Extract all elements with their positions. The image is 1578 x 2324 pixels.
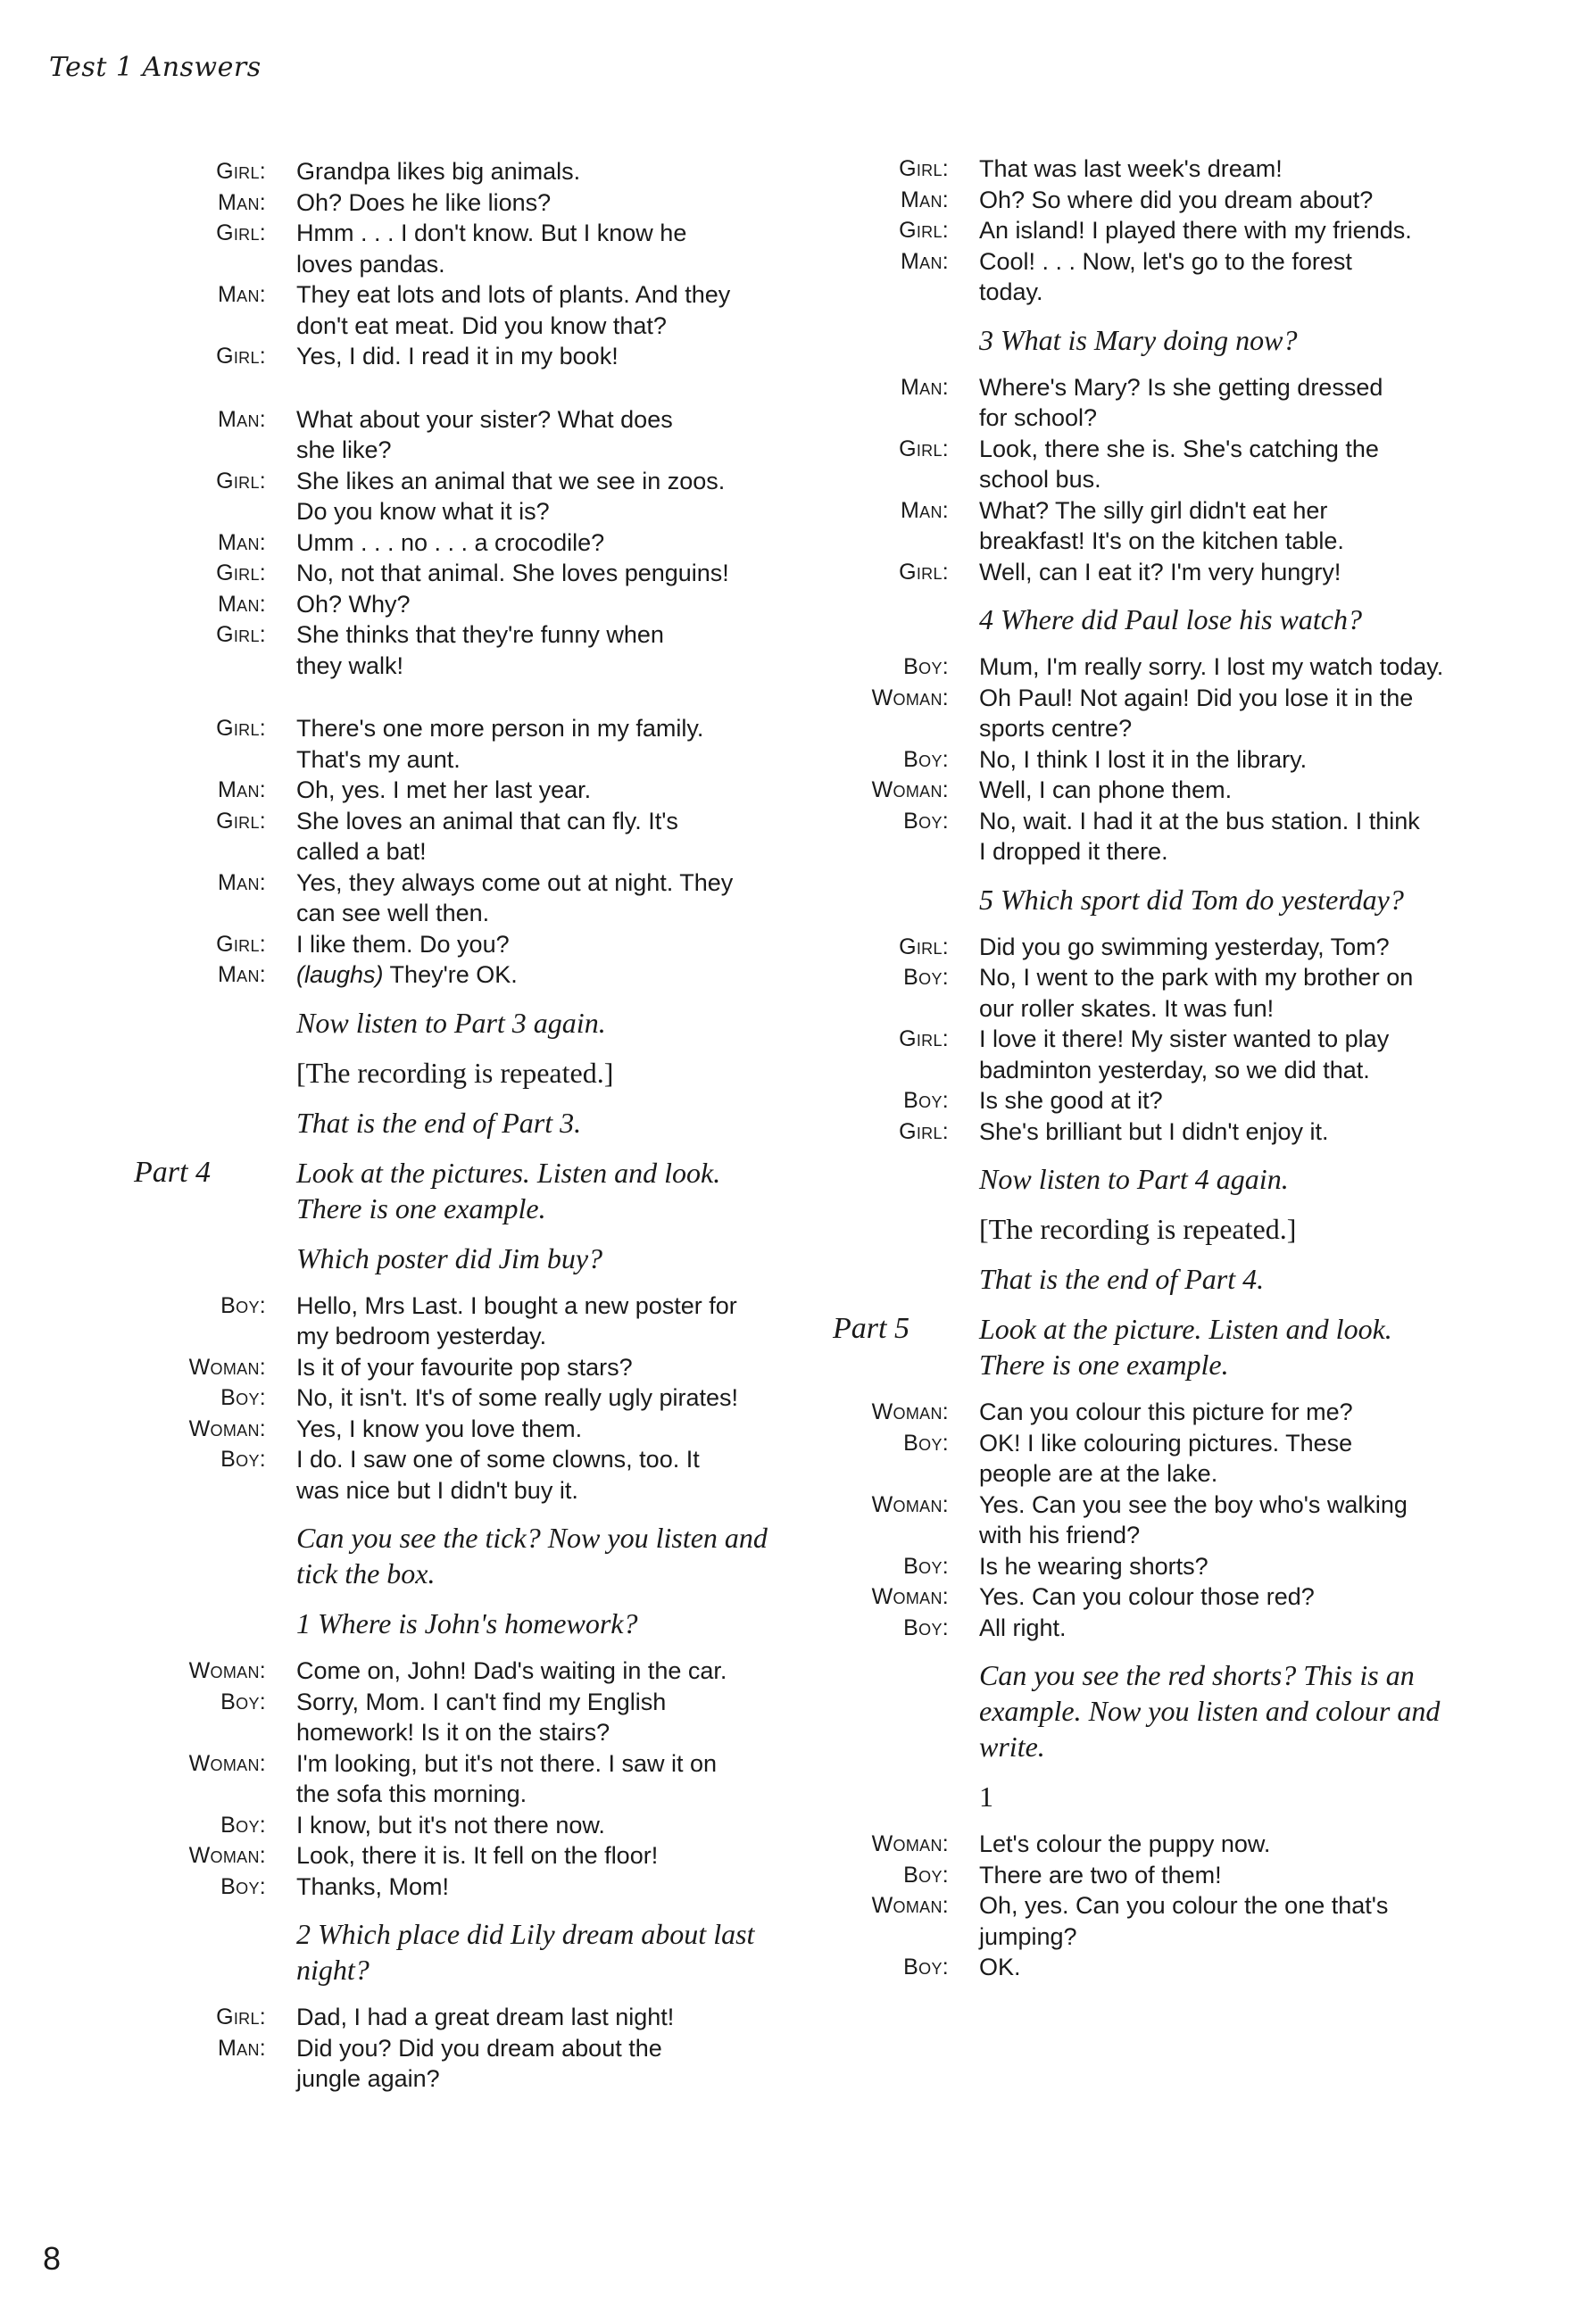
dialogue-line — [861, 652, 1477, 683]
dialogue-line — [861, 744, 1477, 776]
dialogue-line — [861, 683, 1477, 714]
speaker-label: Woman: — [871, 1491, 949, 1517]
speech-text: Oh? So where did you dream about? — [979, 186, 1374, 213]
instruction-text: 3 What is Mary doing now? — [979, 323, 1298, 356]
speaker-label: Man: — [218, 962, 266, 987]
dialogue-line — [179, 619, 785, 651]
dialogue-line — [179, 2063, 785, 2095]
speaker-label: Woman: — [871, 1399, 949, 1424]
instruction-text: Now listen to Part 3 again. — [296, 1006, 606, 1039]
speech-text: I'm looking, but it's not there. I saw it on — [296, 1749, 718, 1777]
speech-text: homework! Is it on the stairs? — [296, 1719, 610, 1746]
part-heading — [134, 1155, 785, 1226]
speech-text: No, I think I lost it in the library. — [979, 745, 1308, 773]
dialogue-line — [179, 2033, 785, 2064]
part-instructions — [979, 1311, 1477, 1382]
dialogue-line — [861, 1860, 1477, 1891]
speech-text: Can you colour this picture for me? — [979, 1399, 1353, 1425]
speaker-label: Girl: — [216, 159, 266, 184]
speech-text: was nice but I didn't buy it. — [296, 1476, 578, 1504]
dialogue-line — [861, 1613, 1477, 1644]
dialogue-line — [179, 1291, 785, 1322]
dialogue-line — [179, 651, 785, 682]
dialogue-line — [861, 1520, 1477, 1551]
dialogue-line — [179, 1656, 785, 1687]
dialogue-line — [861, 277, 1477, 308]
instruction-line: There is one example. — [979, 1349, 1229, 1381]
dialogue-line — [179, 1840, 785, 1872]
speaker-label: Man: — [901, 374, 949, 400]
instruction-line: Look at the picture. Listen and look. — [979, 1313, 1392, 1345]
speech-text: for school? — [979, 404, 1098, 431]
page-number: 8 — [43, 2240, 62, 2277]
dialogue-line — [861, 154, 1477, 185]
instruction-line: Look at the pictures. Listen and look. — [296, 1156, 721, 1189]
speaker-label: Boy: — [903, 1614, 949, 1640]
speech-text: Oh, yes. I met her last year. — [296, 776, 592, 803]
speech-text: our roller skates. It was fun! — [979, 994, 1275, 1022]
speaker-label: Girl: — [216, 468, 266, 494]
speech-text: people are at the lake. — [979, 1460, 1218, 1487]
part-instructions — [296, 1155, 785, 1226]
speech-text: That was last week's dream! — [979, 155, 1283, 182]
speech-text: Is she good at it? — [979, 1087, 1163, 1114]
speech-text: the sofa this morning. — [296, 1780, 527, 1807]
speaker-label: Woman: — [188, 1415, 266, 1441]
speech-text: I love it there! My sister wanted to play — [979, 1025, 1390, 1052]
speaker-label: Woman: — [871, 1831, 949, 1856]
speech-text: There's one more person in my family. — [296, 715, 704, 742]
speaker-label: Man: — [218, 2035, 266, 2061]
dialogue-line — [179, 1414, 785, 1445]
dialogue-line — [861, 962, 1477, 993]
speech-text: An island! I played there with my friends. — [979, 217, 1412, 244]
speech-text: All right. — [979, 1614, 1067, 1641]
dialogue-line — [179, 744, 785, 776]
speech-text: Look, there it is. It fell on the floor! — [296, 1842, 659, 1869]
dialogue-line — [861, 403, 1477, 434]
dialogue-line — [861, 1397, 1477, 1428]
speech-text: I do. I saw one of some clowns, too. It — [296, 1446, 700, 1473]
speech-text: I know, but it's not there now. — [296, 1811, 605, 1838]
speech-text: Did you go swimming yesterday, Tom? — [979, 933, 1390, 960]
spacer — [179, 681, 785, 713]
speaker-label: Boy: — [903, 746, 949, 772]
speaker-label: Man: — [901, 497, 949, 523]
dialogue-line — [861, 1890, 1477, 1921]
part-label: Part 5 — [833, 1312, 909, 1345]
dialogue-line — [861, 836, 1477, 867]
running-head: Test 1 Answers — [49, 52, 262, 83]
speaker-label: Boy: — [903, 654, 949, 679]
speaker-label: Girl: — [899, 1026, 949, 1051]
dialogue-line — [179, 713, 785, 744]
dialogue-line — [861, 372, 1477, 403]
speech-text: That's my aunt. — [296, 745, 461, 773]
dialogue-line — [179, 1687, 785, 1718]
dialogue-line — [179, 929, 785, 960]
instruction-text: 4 Where did Paul lose his watch? — [979, 603, 1362, 635]
speaker-label: Girl: — [899, 559, 949, 585]
dialogue-line — [179, 1321, 785, 1352]
spacer — [179, 372, 785, 404]
dialogue-line — [861, 1428, 1477, 1459]
dialogue-line — [179, 1872, 785, 1903]
instruction-text: Can you see the tick? Now you listen and tick the box. — [296, 1522, 768, 1589]
speaker-label: Boy: — [903, 965, 949, 990]
dialogue-line — [861, 806, 1477, 837]
speech-text: Hmm . . . I don't know. But I know he — [296, 220, 687, 246]
dialogue-line — [179, 341, 785, 372]
speech-text: Hello, Mrs Last. I bought a new poster for — [296, 1291, 737, 1319]
speech-text: Grandpa likes big animals. — [296, 158, 581, 185]
speaker-label: Boy: — [220, 1447, 266, 1472]
speaker-label: Boy: — [220, 1292, 266, 1318]
speaker-label: Girl: — [899, 436, 949, 461]
instruction-text: Now listen to Part 4 again. — [979, 1163, 1289, 1195]
dialogue-line — [861, 713, 1477, 744]
speaker-label: Girl: — [216, 344, 266, 369]
dialogue-line — [179, 496, 785, 527]
speech-text: Did you? Did you dream about the — [296, 2034, 662, 2062]
speech-text: loves pandas. — [296, 250, 445, 278]
speech-text: No, wait. I had it at the bus station. I think — [979, 807, 1420, 834]
speech-text: OK. — [979, 1954, 1021, 1980]
instruction-text: [The recording is repeated.] — [296, 1056, 614, 1089]
dialogue-line — [861, 1458, 1477, 1490]
speaker-label: Boy: — [903, 1553, 949, 1579]
speech-text: Yes, they always come out at night. They — [296, 868, 734, 896]
dialogue-line — [861, 185, 1477, 216]
speech-text: Oh, yes. Can you colour the one that's — [979, 1892, 1389, 1919]
dialogue-line — [861, 1581, 1477, 1613]
speaker-label: Woman: — [188, 1354, 266, 1380]
speech-text: they walk! — [296, 652, 404, 679]
speech-text: Yes. Can you see the boy who's walking — [979, 1490, 1408, 1518]
dialogue-line — [861, 215, 1477, 246]
dialogue-line — [179, 404, 785, 436]
speaker-label: Boy: — [220, 1873, 266, 1899]
dialogue-line — [179, 279, 785, 311]
dialogue-line — [179, 156, 785, 187]
speaker-label: Man: — [218, 777, 266, 802]
dialogue-line — [179, 1810, 785, 1841]
speaker-label: Woman: — [871, 777, 949, 802]
dialogue-line — [861, 526, 1477, 557]
dialogue-line — [179, 218, 785, 249]
dialogue-line — [179, 249, 785, 280]
dialogue-line — [179, 466, 785, 497]
instruction-text: That is the end of Part 3. — [296, 1106, 582, 1139]
instruction-text: [The recording is repeated.] — [979, 1213, 1297, 1245]
dialogue-line — [861, 1952, 1477, 1983]
dialogue-line — [179, 836, 785, 867]
speaker-label: Boy: — [903, 1088, 949, 1113]
dialogue-line — [179, 1779, 785, 1810]
dialogue-line — [179, 867, 785, 899]
speech-text: Yes. Can you colour those red? — [979, 1583, 1315, 1610]
dialogue-line — [179, 2002, 785, 2033]
speech-text: I like them. Do you? — [296, 930, 510, 958]
speech-text: OK! I like colouring pictures. These — [979, 1429, 1353, 1457]
dialogue-line — [861, 1829, 1477, 1860]
dialogue-line — [861, 1490, 1477, 1521]
speech-text: What about your sister? What does — [296, 405, 673, 433]
speech-text: No, I went to the park with my brother on — [979, 964, 1414, 991]
speaker-label: Man: — [218, 406, 266, 432]
instruction-text: Can you see the red shorts? This is an example. Now you listen and colour and write. — [979, 1659, 1441, 1763]
speech-text: She loves an animal that can fly. It's — [296, 807, 678, 834]
dialogue-line — [861, 1055, 1477, 1086]
right-column — [833, 154, 1477, 1983]
speaker-label: Girl: — [899, 156, 949, 181]
speech-text: Yes, I did. I read it in my book! — [296, 343, 619, 369]
dialogue-line — [179, 1352, 785, 1383]
speaker-label: Boy: — [220, 1689, 266, 1714]
speaker-label: Woman: — [188, 1658, 266, 1683]
speech-text: my bedroom yesterday. — [296, 1323, 547, 1349]
speech-text: Dad, I had a great dream last night! — [296, 2004, 675, 2030]
instruction-text: 1 — [979, 1780, 993, 1813]
speech-text: Let's colour the puppy now. — [979, 1830, 1271, 1857]
dialogue-line — [861, 1116, 1477, 1148]
dialogue-line — [179, 527, 785, 559]
speaker-label: Man: — [218, 869, 266, 895]
speech-text: There are two of them! — [979, 1861, 1222, 1888]
speech-text: Is he wearing shorts? — [979, 1552, 1208, 1580]
speaker-label: Girl: — [216, 622, 266, 647]
speech-text: jungle again? — [296, 2065, 440, 2092]
speaker-label: Man: — [218, 591, 266, 617]
left-column — [134, 156, 785, 2095]
speaker-label: Woman: — [871, 1893, 949, 1918]
speech-text: Oh? Does he like lions? — [296, 188, 552, 216]
instruction-line: There is one example. — [296, 1191, 546, 1224]
dialogue-line — [861, 993, 1477, 1025]
dialogue-line — [179, 187, 785, 219]
speech-text: No, it isn't. It's of some really ugly pirates! — [296, 1384, 738, 1411]
speech-text: don't eat meat. Did you know that? — [296, 311, 667, 339]
speaker-label: Man: — [218, 189, 266, 215]
instruction-text: 5 Which sport did Tom do yesterday? — [979, 883, 1404, 916]
dialogue-line — [861, 775, 1477, 806]
speaker-label: Girl: — [899, 1118, 949, 1144]
speech-text: Sorry, Mom. I can't find my English — [296, 1688, 667, 1715]
dialogue-line — [179, 589, 785, 620]
speech-text: Do you know what it is? — [296, 498, 550, 525]
speech-text: sports centre? — [979, 715, 1133, 742]
dialogue-line — [861, 464, 1477, 495]
speaker-label: Woman: — [871, 1584, 949, 1609]
dialogue-line — [179, 959, 785, 991]
speaker-label: Man: — [218, 529, 266, 555]
dialogue-line — [861, 1085, 1477, 1116]
speech-text: She's brilliant but I didn't enjoy it. — [979, 1117, 1329, 1145]
instruction-text: That is the end of Part 4. — [979, 1263, 1265, 1295]
speaker-label: Girl: — [216, 716, 266, 741]
speech-text: What? The silly girl didn't eat her — [979, 496, 1328, 524]
speaker-label: Girl: — [216, 931, 266, 957]
speaker-label: Boy: — [903, 1862, 949, 1888]
part-heading — [833, 1311, 1477, 1382]
speaker-label: Girl: — [216, 808, 266, 834]
dialogue-line — [179, 1382, 785, 1414]
dialogue-line — [861, 1024, 1477, 1055]
dialogue-line — [861, 246, 1477, 278]
speech-text: Look, there she is. She's catching the — [979, 435, 1379, 462]
speech-text: Mum, I'm really sorry. I lost my watch today. — [979, 653, 1444, 680]
speech-text: with his friend? — [979, 1522, 1141, 1548]
dialogue-line — [179, 806, 785, 837]
speech-text: Cool! . . . Now, let's go to the forest — [979, 247, 1352, 275]
instruction-text: 2 Which place did Lily dream about last night? — [296, 1918, 755, 1986]
speaker-label: Boy: — [903, 1955, 949, 1980]
speech-text: Where's Mary? Is she getting dressed — [979, 373, 1383, 401]
speech-text: I dropped it there. — [979, 838, 1168, 865]
dialogue-line — [179, 1748, 785, 1780]
dialogue-line — [179, 1444, 785, 1475]
speech-text: They eat lots and lots of plants. And they — [296, 281, 731, 308]
dialogue-line — [179, 1475, 785, 1506]
speech-text: jumping? — [979, 1922, 1077, 1950]
speech-text: She likes an animal that we see in zoos. — [296, 467, 726, 494]
dialogue-line — [861, 932, 1477, 963]
speaker-label: Woman: — [188, 1750, 266, 1776]
dialogue-line — [861, 434, 1477, 465]
speech-text: Oh? Why? — [296, 590, 411, 618]
speech-text: Oh Paul! Not again! Did you lose it in the — [979, 684, 1414, 711]
speech-text: She thinks that they're funny when — [296, 621, 664, 648]
speaker-label: Boy: — [220, 1385, 266, 1410]
dialogue-line — [861, 557, 1477, 588]
dialogue-line — [179, 558, 785, 589]
speech-text: today. — [979, 278, 1043, 305]
dialogue-line — [861, 1551, 1477, 1582]
speech-text: Umm . . . no . . . a crocodile? — [296, 528, 605, 556]
speaker-label: Girl: — [899, 218, 949, 243]
dialogue-line — [861, 495, 1477, 527]
speech-text: Well, I can phone them. — [979, 776, 1233, 803]
part-label: Part 4 — [134, 1155, 211, 1189]
speech-text: Yes, I know you love them. — [296, 1415, 583, 1442]
speaker-label: Man: — [218, 282, 266, 307]
speech-text: Is it of your favourite pop stars? — [296, 1353, 633, 1381]
speech-text: Well, can I eat it? I'm very hungry! — [979, 558, 1341, 585]
speaker-label: Woman: — [188, 1843, 266, 1868]
speaker-label: Girl: — [899, 934, 949, 959]
speaker-label: Boy: — [903, 1430, 949, 1456]
dialogue-line — [179, 898, 785, 929]
speaker-label: Man: — [901, 187, 949, 212]
speech-text: school bus. — [979, 466, 1101, 493]
speech-text: Thanks, Mom! — [296, 1872, 450, 1900]
speaker-label: Girl: — [216, 2004, 266, 2029]
dialogue-line — [861, 1921, 1477, 1953]
speech-text: No, not that animal. She loves penguins! — [296, 560, 729, 586]
dialogue-line — [179, 311, 785, 342]
instruction-text: 1 Where is John's homework? — [296, 1607, 638, 1639]
speaker-label: Woman: — [871, 685, 949, 710]
dialogue-line — [179, 775, 785, 806]
speaker-label: Girl: — [216, 560, 266, 585]
speech-text: she like? — [296, 436, 392, 463]
speech-text: breakfast! It's on the kitchen table. — [979, 527, 1344, 554]
speech-text: can see well then. — [296, 900, 490, 926]
speaker-label: Man: — [901, 248, 949, 274]
speech-text: Come on, John! Dad's waiting in the car. — [296, 1657, 727, 1684]
speaker-label: Girl: — [216, 220, 266, 245]
dialogue-line — [179, 435, 785, 466]
speaker-label: Boy: — [220, 1812, 266, 1838]
speech-text: called a bat! — [296, 838, 427, 865]
dialogue-line — [179, 1717, 785, 1748]
speech-text: badminton yesterday, so we did that. — [979, 1056, 1370, 1083]
stage-direction: (laughs) — [296, 961, 384, 988]
speech-text: (laughs) They're OK. — [296, 961, 518, 988]
speaker-label: Boy: — [903, 808, 949, 834]
instruction-text: Which poster did Jim buy? — [296, 1241, 603, 1274]
